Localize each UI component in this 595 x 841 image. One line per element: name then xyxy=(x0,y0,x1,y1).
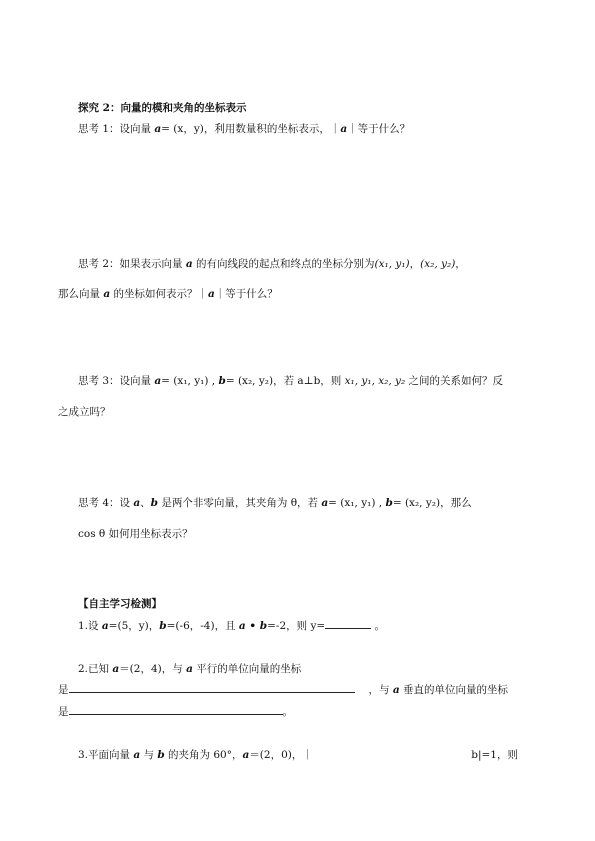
selfcheck-title xyxy=(78,596,162,612)
think-3-line-2 xyxy=(58,404,111,420)
think-1-eq: = (x，y)，利用数量积的坐标表示，｜ xyxy=(161,123,341,135)
think-2-end: ， xyxy=(455,258,466,270)
question-2-line-3 xyxy=(58,703,293,720)
think-1-tail: ｜等于什么？ xyxy=(347,123,411,135)
question-3 xyxy=(78,747,518,763)
q2-var-a: a xyxy=(112,663,120,675)
think-4-var-b: b xyxy=(150,497,159,509)
selfcheck-title-text: 【自主学习检测】 xyxy=(78,598,162,610)
q1-var-b: b xyxy=(159,620,167,632)
think-2-line2-var-a-abs: a xyxy=(208,288,215,300)
think-4-mid: 是两个非零向量，其夹角为 θ，若 xyxy=(158,497,322,509)
think-4-lead: 思考 4：设 xyxy=(78,497,134,509)
think-3-lead: 思考 3：设向量 xyxy=(78,375,155,387)
think-2-mid: 的有向线段的起点和终点的坐标分别为 xyxy=(192,258,375,270)
q2-perpendicular-answer-blank[interactable] xyxy=(69,703,283,715)
think-4-sep: 、 xyxy=(140,497,151,509)
think-3 xyxy=(78,373,503,389)
think-4-var-a-2: a xyxy=(321,497,329,509)
think-2-lead: 思考 2：如果表示向量 xyxy=(78,258,186,270)
q2-line2-lead: 是 xyxy=(58,684,69,696)
q3-var-a-2: a xyxy=(242,749,250,761)
think-2-line2-lead: 那么向量 xyxy=(58,288,104,300)
q3-var-b: b xyxy=(157,749,165,761)
think-2-point-2: (x₂, y₂) xyxy=(420,258,456,270)
q1-eq2: =(-6，-4)，且 xyxy=(166,620,239,632)
q1-eq3: =-2，则 y= xyxy=(267,620,326,632)
q3-lead: 3.平面向量 xyxy=(78,749,134,761)
q3-angle: 的夹角为 60°， xyxy=(164,749,243,761)
think-1-var-a-abs: a xyxy=(340,123,348,135)
think-3-vars: x₁, y₁, x₂, y₂ xyxy=(344,375,406,387)
think-3-var-a: a xyxy=(154,375,162,387)
think-2-var-a: a xyxy=(185,258,193,270)
think-3-cond: ，若 a⊥b，则 xyxy=(273,375,345,387)
q2-line2-var-a: a xyxy=(392,684,400,696)
think-4-tail: ，那么 xyxy=(440,497,472,509)
think-4-var-a: a xyxy=(133,497,141,509)
think-1-var-a: a xyxy=(154,123,162,135)
section-title-text: 探究 2：向量的模和夹角的坐标表示 xyxy=(78,102,247,114)
think-4-line2: cos θ 如何用坐标表示？ xyxy=(78,528,193,540)
q1-answer-blank[interactable] xyxy=(325,617,371,629)
think-2-point-1: (x₁, y₁) xyxy=(374,258,410,270)
think-4-eq2: = (x₂, y₂) xyxy=(392,497,441,509)
think-4-line-2 xyxy=(78,526,193,542)
q1-eq1: =(5，y)， xyxy=(108,620,160,632)
question-2 xyxy=(78,661,301,677)
q1-dot: a • b xyxy=(238,620,268,632)
q2-parallel-answer-blank[interactable] xyxy=(69,681,355,693)
think-2 xyxy=(78,256,466,272)
think-2-line-2 xyxy=(58,286,278,302)
q3-eq: ＝(2，0)，｜ xyxy=(249,749,313,761)
q1-lead: 1.设 xyxy=(78,620,102,632)
think-1 xyxy=(78,121,410,137)
q2-var-a-2: a xyxy=(186,663,193,675)
q2-eq: ＝(2，4)，与 xyxy=(119,663,187,675)
section-title xyxy=(78,100,246,116)
q2-line3-lead: 是 xyxy=(58,706,69,718)
q3-var-a: a xyxy=(133,749,141,761)
question-1 xyxy=(78,617,385,634)
think-3-var-b: b xyxy=(218,375,226,387)
think-4 xyxy=(78,495,472,511)
q2-line2-tail: 垂直的单位向量的坐标 xyxy=(399,684,508,696)
think-3-tail: 之间的关系如何？反 xyxy=(405,375,504,387)
think-2-sep: ， xyxy=(409,258,421,270)
q3-tail: b|=1，则 xyxy=(471,749,518,761)
q3-mid: 与 xyxy=(140,749,158,761)
think-3-line2: 之成立吗？ xyxy=(58,406,111,418)
q2-lead: 2.已知 xyxy=(78,663,113,675)
think-2-line2-mid: 的坐标如何表示？｜ xyxy=(110,288,208,300)
q2-line2-mid: ，与 xyxy=(368,684,393,696)
q2-line3-end: 。 xyxy=(282,706,293,718)
question-2-line-2 xyxy=(58,681,508,698)
think-3-eq2: = (x₂, y₂) xyxy=(225,375,274,387)
think-4-var-b-2: b xyxy=(385,497,393,509)
q2-tail: 平行的单位向量的坐标 xyxy=(192,663,302,675)
think-3-eq1: = (x₁, y₁) , xyxy=(161,375,219,387)
think-4-eq1: = (x₁, y₁) , xyxy=(328,497,386,509)
think-2-line2-var-a: a xyxy=(103,288,111,300)
think-2-line2-tail: ｜等于什么？ xyxy=(214,288,278,300)
q1-end: 。 xyxy=(371,620,386,632)
q1-var-a: a xyxy=(101,620,109,632)
think-1-lead: 思考 1：设向量 xyxy=(78,123,155,135)
